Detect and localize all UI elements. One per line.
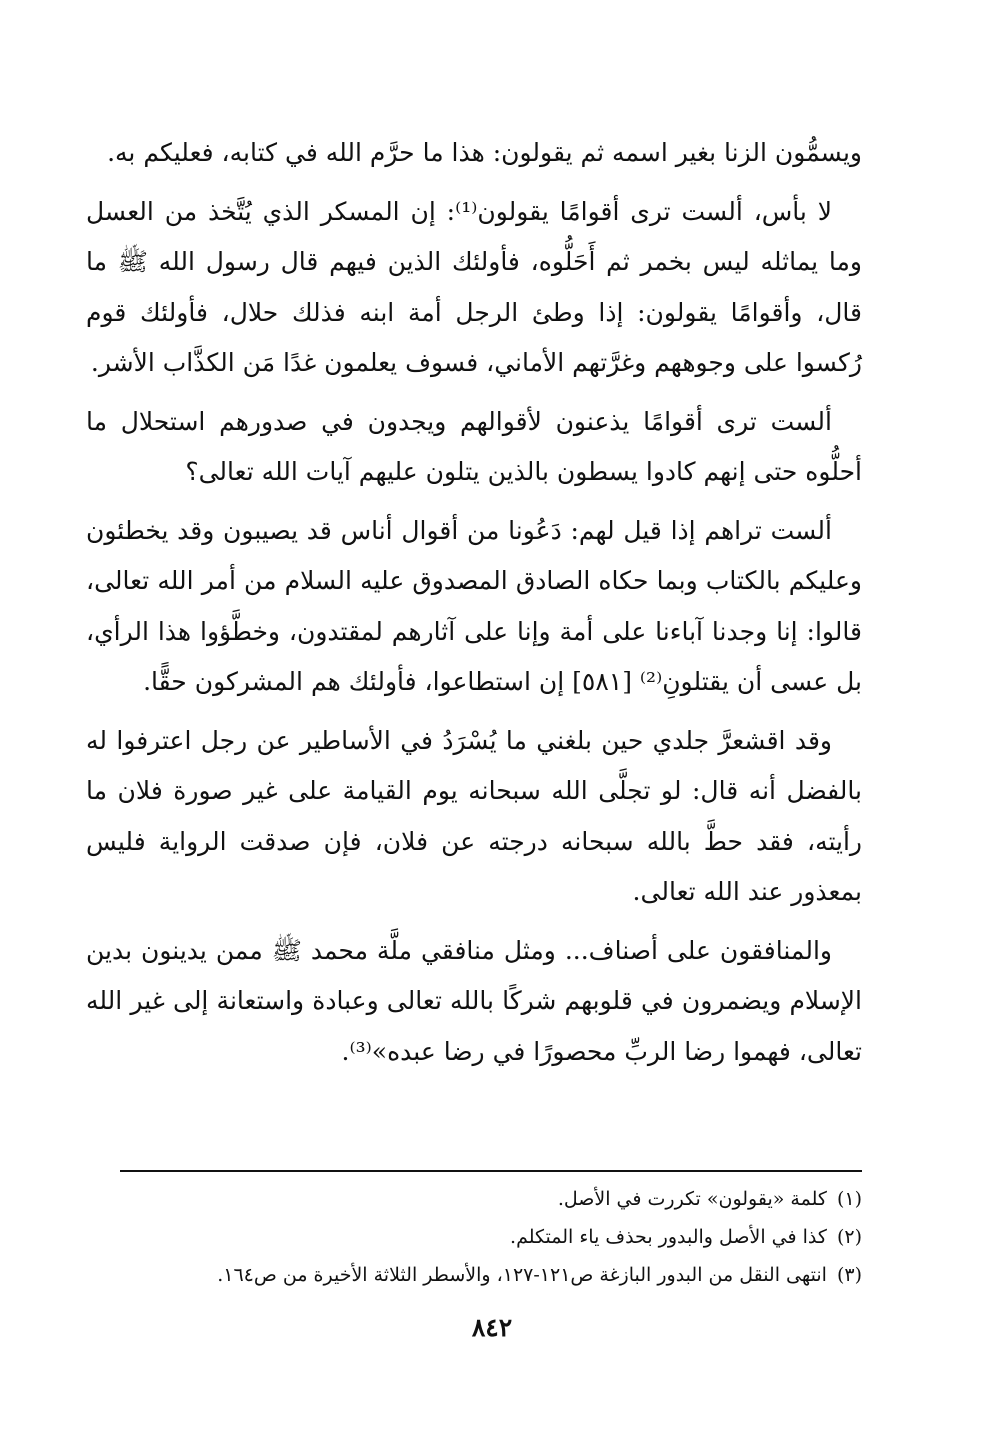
page-number: ٨٤٢ <box>471 1313 513 1342</box>
footnotes <box>86 1180 862 1294</box>
footnote-separator <box>120 1170 862 1172</box>
footnote-text: انتهى النقل من البدور البازغة ص١٢١-١٢٧، والأسطر الثلاثة الأخيرة من ص١٦٤. <box>217 1264 827 1286</box>
footnote-1 <box>86 1180 862 1218</box>
footnote-number: (٣) <box>836 1264 862 1286</box>
footnote-number: (٢) <box>836 1226 862 1248</box>
paragraph-3: ألست ترى أقوامًا يذعنون لأقوالهم ويجدون في صدورهم استحلال ما أحلُّوه حتى إنهم كادوا يسطون بالذين يتلون عليهم آيات الله تعالى؟ <box>86 406 862 486</box>
paragraph-4: ألست تراهم إذا قيل لهم: دَعُونا من أقوال أناس قد يصيبون وقد يخطئون وعليكم بالكتاب وبما حكاه الصادق المصدوق عليه السلام من أمر الله تعالى، قالوا: إنا وجدنا آباءنا على أمة وإنا على آثارهم لمقتدون، وخطَّؤوا هذا الرأي، بل عسى أن يقتلونِ⁽²⁾ [٥٨١] إن استطاعوا، فأولئك هم المشركون حقًّا. <box>86 515 862 696</box>
footnote-text: كلمة «يقولون» تكررت في الأصل. <box>557 1188 827 1210</box>
footnote-number: (١) <box>836 1188 862 1210</box>
paragraph-1: ويسمُّون الزنا بغير اسمه ثم يقولون: هذا ما حرَّم الله في كتابه، فعليكم به. <box>107 138 862 167</box>
footnote-3 <box>86 1256 862 1294</box>
footnote-text: كذا في الأصل والبدور بحذف ياء المتكلم. <box>510 1226 827 1248</box>
footnote-2 <box>86 1218 862 1256</box>
paragraph-6: والمنافقون على أصناف... ومثل منافقي ملَّة محمد ﷺ ممن يدينون بدين الإسلام ويضمرون في قلوبهم شركًا بالله تعالى وعبادة واستعانة إلى غير الله تعالى، فهموا رضا الربِّ محصورًا في رضا عبده»⁽³⁾. <box>86 935 862 1066</box>
main-text <box>86 128 862 1085</box>
paragraph-2: لا بأس، ألست ترى أقوامًا يقولون⁽¹⁾: إن المسكر الذي يُتَّخذ من العسل وما يماثله ليس بخمر ثم أَحَلُّوه، فأولئك الذين فيهم قال رسول الله ﷺ ما قال، وأقوامًا يقولون: إذا وطئ الرجل أمة ابنه فذلك حلال، فأولئك قوم رُكسوا على وجوههم وغرَّتهم الأماني، فسوف يعلمون غدًا مَن الكذَّاب الأشر. <box>86 196 862 377</box>
paragraph-5: وقد اقشعرَّ جلدي حين بلغني ما يُسْرَدُ في الأساطير عن رجل اعترفوا له بالفضل أنه قال: لو تجلَّى الله سبحانه يوم القيامة على غير صورة فلان ما رأيته، فقد حطَّ بالله سبحانه درجته عن فلان، فإن صدقت الرواية فليس بمعذور عند الله تعالى. <box>86 725 862 906</box>
